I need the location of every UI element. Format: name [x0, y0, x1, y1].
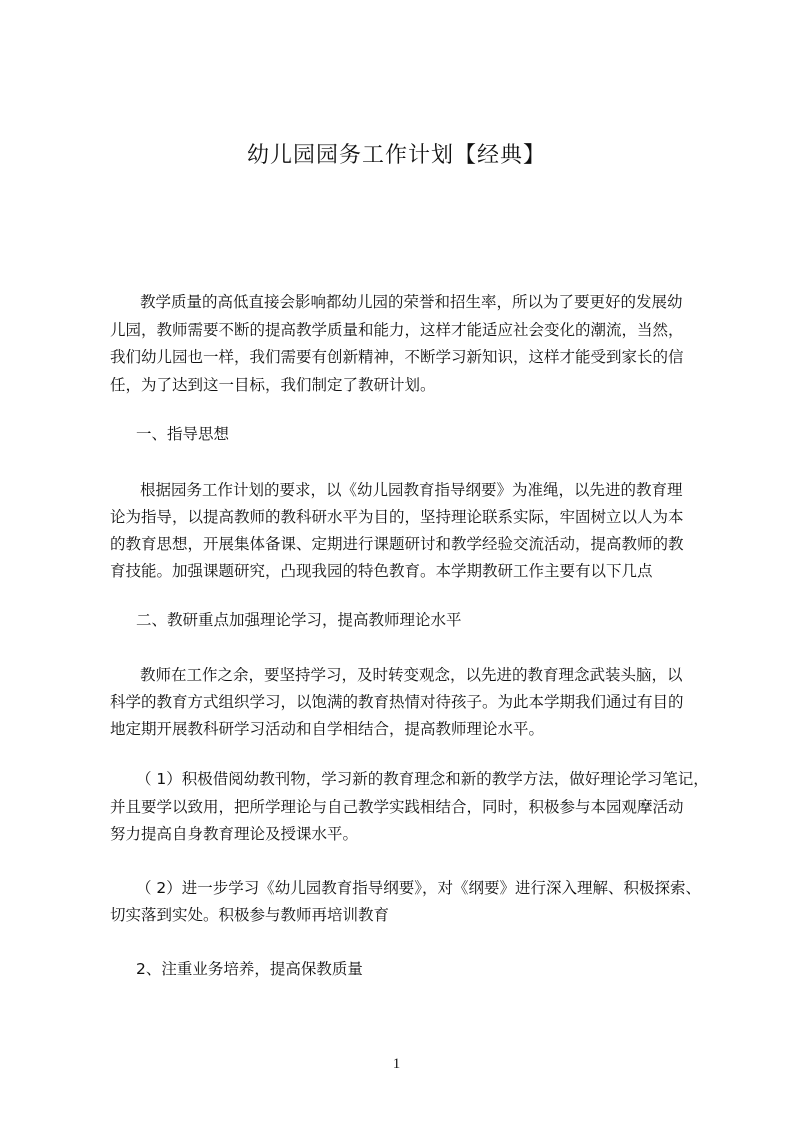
item-1-line-1: （ 1）积极借阅幼教刊物，学习新的教育理念和新的教学方法，做好理论学习笔记，	[136, 770, 709, 788]
item-2-line-1: （ 2）进一步学习《幼儿园教育指导纲要》，对《纲要》进行深入理解、积极探索、	[136, 879, 702, 897]
section-heading-professional-training: 2、注重业务培养，提高保教质量	[136, 960, 363, 978]
item-1-line-3: 努力提高自身教育理论及授课水平。	[110, 825, 359, 843]
item-2-line-2: 切实落到实处。积极参与教师再培训教育	[110, 906, 390, 924]
item-1-line-2: 并且要学以致用，把所学理论与自己教学实践相结合，同时，积极参与本园观摩活动	[110, 798, 684, 816]
guiding-line-2: 论为指导，以提高教师的教科研水平为目的，坚持理论联系实际，牢固树立以人为本	[110, 508, 684, 526]
guiding-line-4: 育技能。加强课题研究，凸现我园的特色教育。本学期教研工作主要有以下几点	[110, 562, 653, 580]
document-title: 幼儿园园务工作计划【经典】	[246, 143, 546, 168]
intro-line-1: 教学质量的高低直接会影响都幼儿园的荣誉和招生率，所以为了要更好的发展幼	[140, 293, 683, 311]
guiding-line-3: 的教育思想，开展集体备课、定期进行课题研讨和教学经验交流活动，提高教师的教	[110, 535, 684, 553]
focus-line-2: 科学的教育方式组织学习，以饱满的教育热情对待孩子。为此本学期我们通过有目的	[110, 693, 684, 711]
focus-line-1: 教师在工作之余，要坚持学习，及时转变观念，以先进的教育理念武装头脑，以	[140, 666, 683, 684]
focus-line-3: 地定期开展教科研学习活动和自学相结合，提高教师理论水平。	[110, 720, 545, 738]
page-number: 1	[392, 1056, 401, 1072]
section-heading-guiding-ideology: 一、指导思想	[136, 425, 230, 443]
section-heading-research-focus: 二、教研重点加强理论学习，提高教师理论水平	[136, 611, 462, 629]
guiding-line-1: 根据园务工作计划的要求，以《幼儿园教育指导纲要》为准绳，以先进的教育理	[140, 481, 683, 499]
intro-line-2: 儿园，教师需要不断的提高教学质量和能力，这样才能适应社会变化的潮流，当然，	[110, 321, 684, 339]
intro-line-4: 任，为了达到这一目标，我们制定了教研计划。	[110, 376, 436, 394]
intro-line-3: 我们幼儿园也一样，我们需要有创新精神，不断学习新知识，这样才能受到家长的信	[110, 348, 684, 366]
